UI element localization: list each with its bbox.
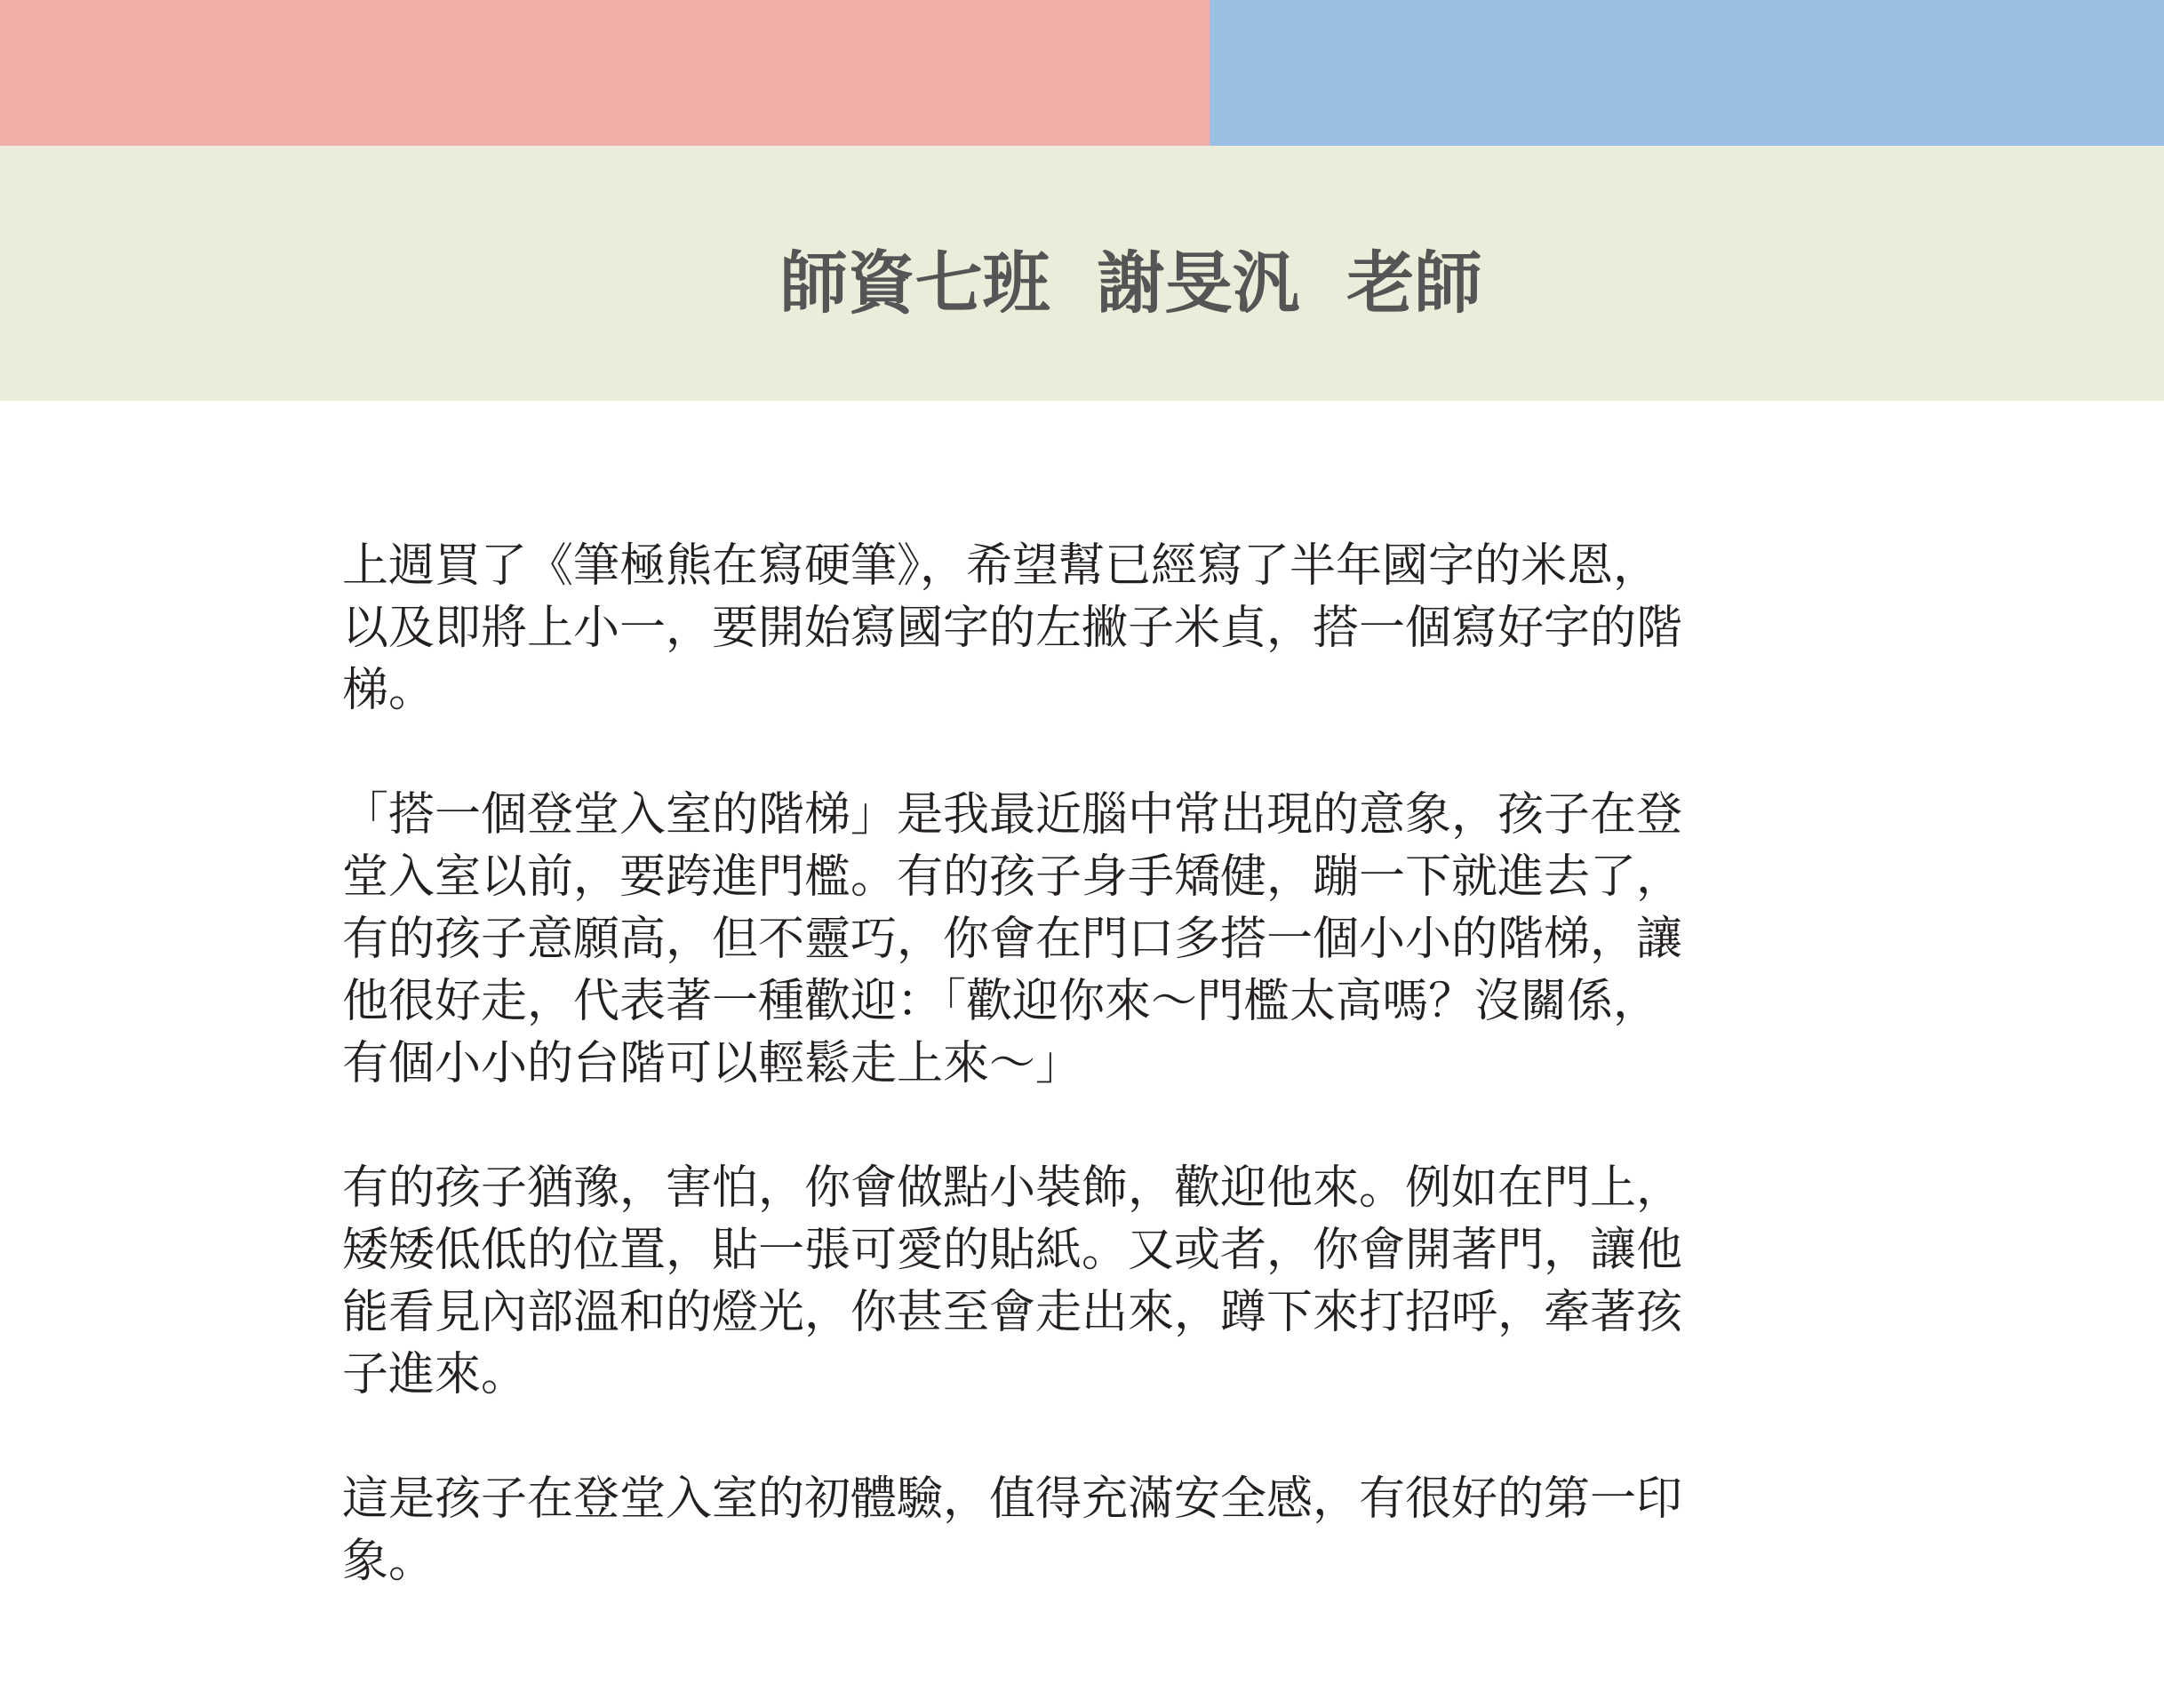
text-line: 有個小小的台階可以輕鬆走上來～」 [342, 1037, 1082, 1090]
band-left-pink [0, 0, 1210, 146]
top-color-band [0, 0, 2164, 146]
text-line: 梯。 [342, 664, 435, 717]
text-line: 他很好走，代表著一種歡迎：「歡迎你來～門檻太高嗎？沒關係， [342, 975, 1660, 1028]
paragraph-1 [342, 535, 1853, 722]
text-line: 象。 [342, 1535, 435, 1588]
band-right-blue [1210, 0, 2164, 146]
article-body [342, 535, 1853, 1655]
text-line: 上週買了《筆極熊在寫硬筆》，希望幫已經寫了半年國字的米恩， [342, 539, 1660, 593]
text-line: 這是孩子在登堂入室的初體驗，值得充滿安全感，有很好的第一印 [342, 1473, 1683, 1526]
text-line: 有的孩子猶豫，害怕，你會做點小裝飾，歡迎他來。例如在門上， [342, 1161, 1683, 1215]
text-line: 「搭一個登堂入室的階梯」是我最近腦中常出現的意象，孩子在登 [342, 788, 1683, 842]
page-title: 師資七班 謝旻汎 老師 [779, 243, 1482, 323]
paragraph-4 [342, 1468, 1853, 1592]
text-line: 有的孩子意願高，但不靈巧，你會在門口多搭一個小小的階梯，讓 [342, 913, 1683, 966]
text-line: 以及即將上小一，要開始寫國字的左撇子米貞，搭一個寫好字的階 [342, 602, 1683, 655]
paragraph-3 [342, 1157, 1853, 1406]
text-line: 矮矮低低的位置，貼一張可愛的貼紙。又或者，你會開著門，讓他 [342, 1224, 1683, 1277]
text-line: 能看見內部溫和的燈光，你甚至會走出來，蹲下來打招呼，牽著孩 [342, 1286, 1683, 1339]
paragraph-2 [342, 784, 1853, 1095]
text-line: 堂入室以前，要跨進門檻。有的孩子身手矯健，蹦一下就進去了， [342, 850, 1683, 904]
text-line: 子進來。 [342, 1348, 528, 1401]
